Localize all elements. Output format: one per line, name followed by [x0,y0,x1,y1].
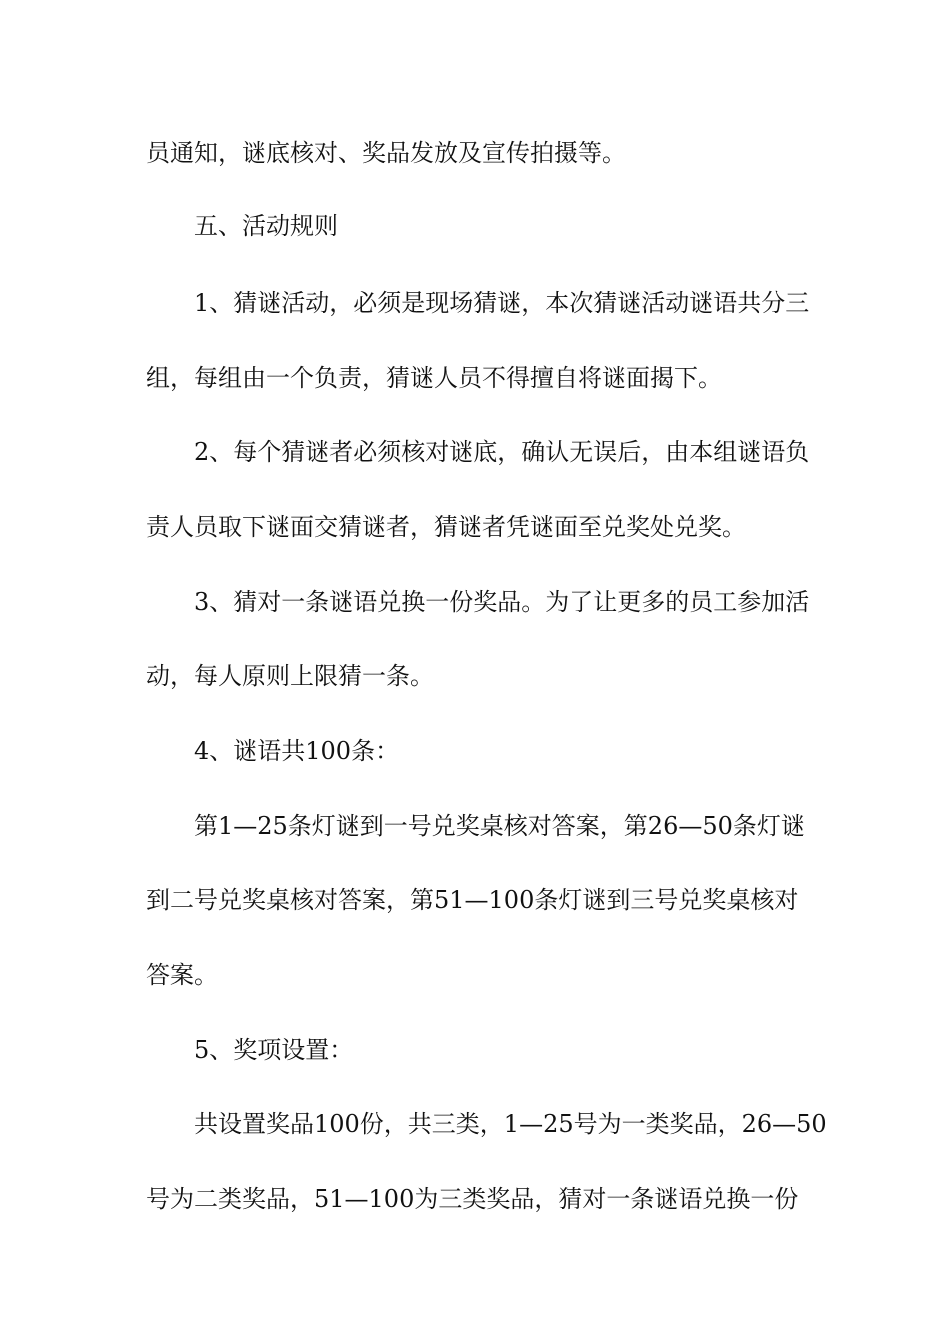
paragraph-line: 动，每人原则上限猜一条。 [146,662,434,690]
paragraph-line: 共设置奖品100份，共三类，1—25号为一类奖品，26—50 [194,1110,827,1138]
paragraph-line: 责人员取下谜面交猜谜者，猜谜者凭谜面至兑奖处兑奖。 [146,513,746,541]
paragraph-line: 到二号兑奖桌核对答案，第51—100条灯谜到三号兑奖桌核对 [146,886,799,914]
paragraph-line: 答案。 [146,961,218,989]
paragraph-line: 第1—25条灯谜到一号兑奖桌核对答案，第26—50条灯谜 [194,812,805,840]
paragraph-line: 1、猜谜活动，必须是现场猜谜，本次猜谜活动谜语共分三 [194,289,810,317]
paragraph-line: 2、每个猜谜者必须核对谜底，确认无误后，由本组谜语负 [194,438,810,466]
paragraph-line: 组，每组由一个负责，猜谜人员不得擅自将谜面揭下。 [146,364,722,392]
paragraph-line: 5、奖项设置： [194,1036,354,1064]
paragraph-line: 号为二类奖品，51—100为三类奖品，猜对一条谜语兑换一份 [146,1185,799,1213]
paragraph-line: 员通知，谜底核对、奖品发放及宣传拍摄等。 [146,139,626,167]
section-heading: 五、活动规则 [194,212,338,240]
paragraph-line: 4、谜语共100条： [194,737,400,765]
paragraph-line: 3、猜对一条谜语兑换一份奖品。为了让更多的员工参加活 [194,588,810,616]
